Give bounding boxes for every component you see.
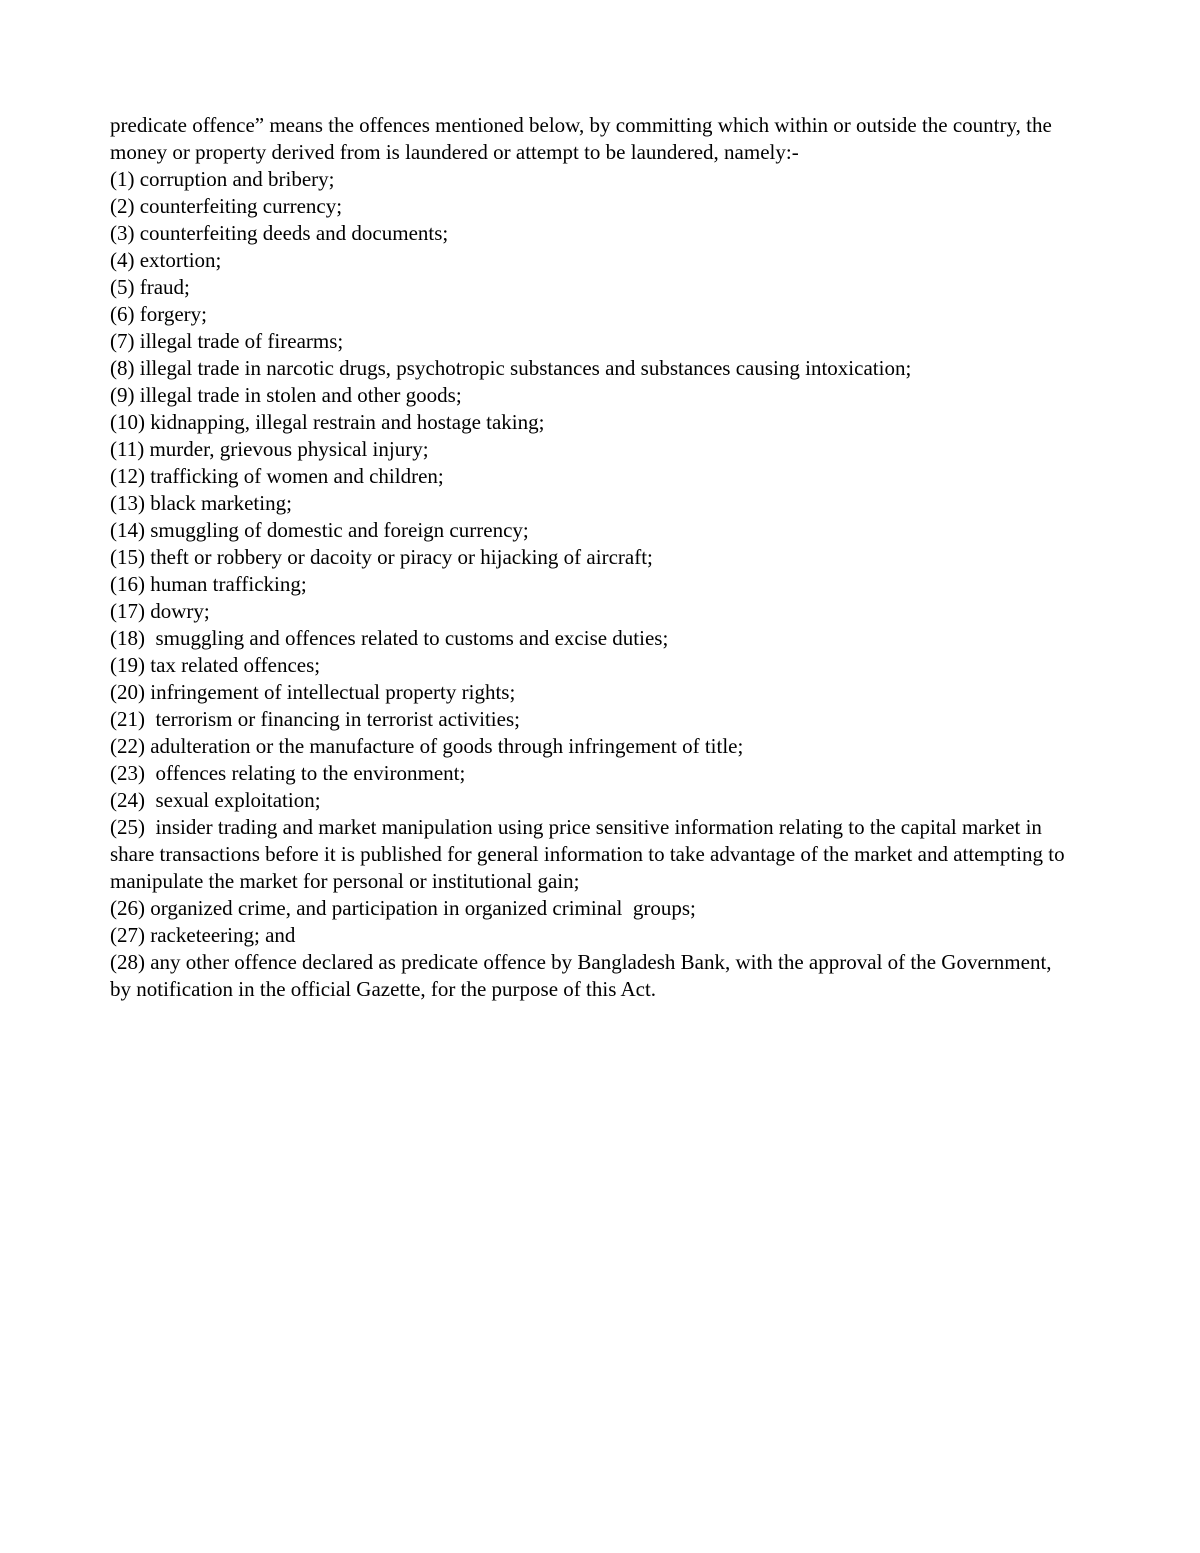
- offence-item-8: (8) illegal trade in narcotic drugs, psychotropic substances and substances causing intoxication;: [110, 356, 912, 380]
- offence-item-13: (13) black marketing;: [110, 491, 292, 515]
- offence-item-26: (26) organized crime, and participation in organized criminal groups;: [110, 896, 696, 920]
- offence-item-11: (11) murder, grievous physical injury;: [110, 437, 429, 461]
- offence-item-7: (7) illegal trade of firearms;: [110, 329, 344, 353]
- offence-item-28: (28) any other offence declared as predicate offence by Bangladesh Bank, with the approval of the Government, by notification in the official Gazette, for the purpose of this Act.: [110, 950, 1057, 1001]
- offence-item-17: (17) dowry;: [110, 599, 210, 623]
- offence-list: [110, 166, 1070, 1003]
- offence-item-14: (14) smuggling of domestic and foreign currency;: [110, 518, 529, 542]
- document-body: [110, 112, 1070, 1003]
- offence-item-16: (16) human trafficking;: [110, 572, 307, 596]
- offence-item-23: (23) offences relating to the environment;: [110, 761, 466, 785]
- offence-item-25: (25) insider trading and market manipulation using price sensitive information relating to the capital market in share transactions before it is published for general information to take advantage of the market and attempting to manipulate the market for personal or institutional gain;: [110, 815, 1070, 893]
- offence-item-19: (19) tax related offences;: [110, 653, 321, 677]
- offence-item-18: (18) smuggling and offences related to customs and excise duties;: [110, 626, 669, 650]
- offence-item-27: (27) racketeering; and: [110, 923, 296, 947]
- definition-intro: predicate offence” means the offences mentioned below, by committing which within or outside the country, the money or property derived from is laundered or attempt to be laundered, namely:-: [110, 113, 1052, 164]
- offence-item-12: (12) trafficking of women and children;: [110, 464, 444, 488]
- offence-item-4: (4) extortion;: [110, 248, 222, 272]
- offence-item-2: (2) counterfeiting currency;: [110, 194, 343, 218]
- offence-item-1: (1) corruption and bribery;: [110, 167, 335, 191]
- offence-item-15: (15) theft or robbery or dacoity or piracy or hijacking of aircraft;: [110, 545, 653, 569]
- offence-item-22: (22) adulteration or the manufacture of goods through infringement of title;: [110, 734, 744, 758]
- offence-item-20: (20) infringement of intellectual property rights;: [110, 680, 516, 704]
- offence-item-24: (24) sexual exploitation;: [110, 788, 321, 812]
- offence-item-6: (6) forgery;: [110, 302, 207, 326]
- offence-item-21: (21) terrorism or financing in terrorist activities;: [110, 707, 520, 731]
- offence-item-9: (9) illegal trade in stolen and other goods;: [110, 383, 462, 407]
- offence-item-5: (5) fraud;: [110, 275, 190, 299]
- offence-item-3: (3) counterfeiting deeds and documents;: [110, 221, 449, 245]
- offence-item-10: (10) kidnapping, illegal restrain and hostage taking;: [110, 410, 545, 434]
